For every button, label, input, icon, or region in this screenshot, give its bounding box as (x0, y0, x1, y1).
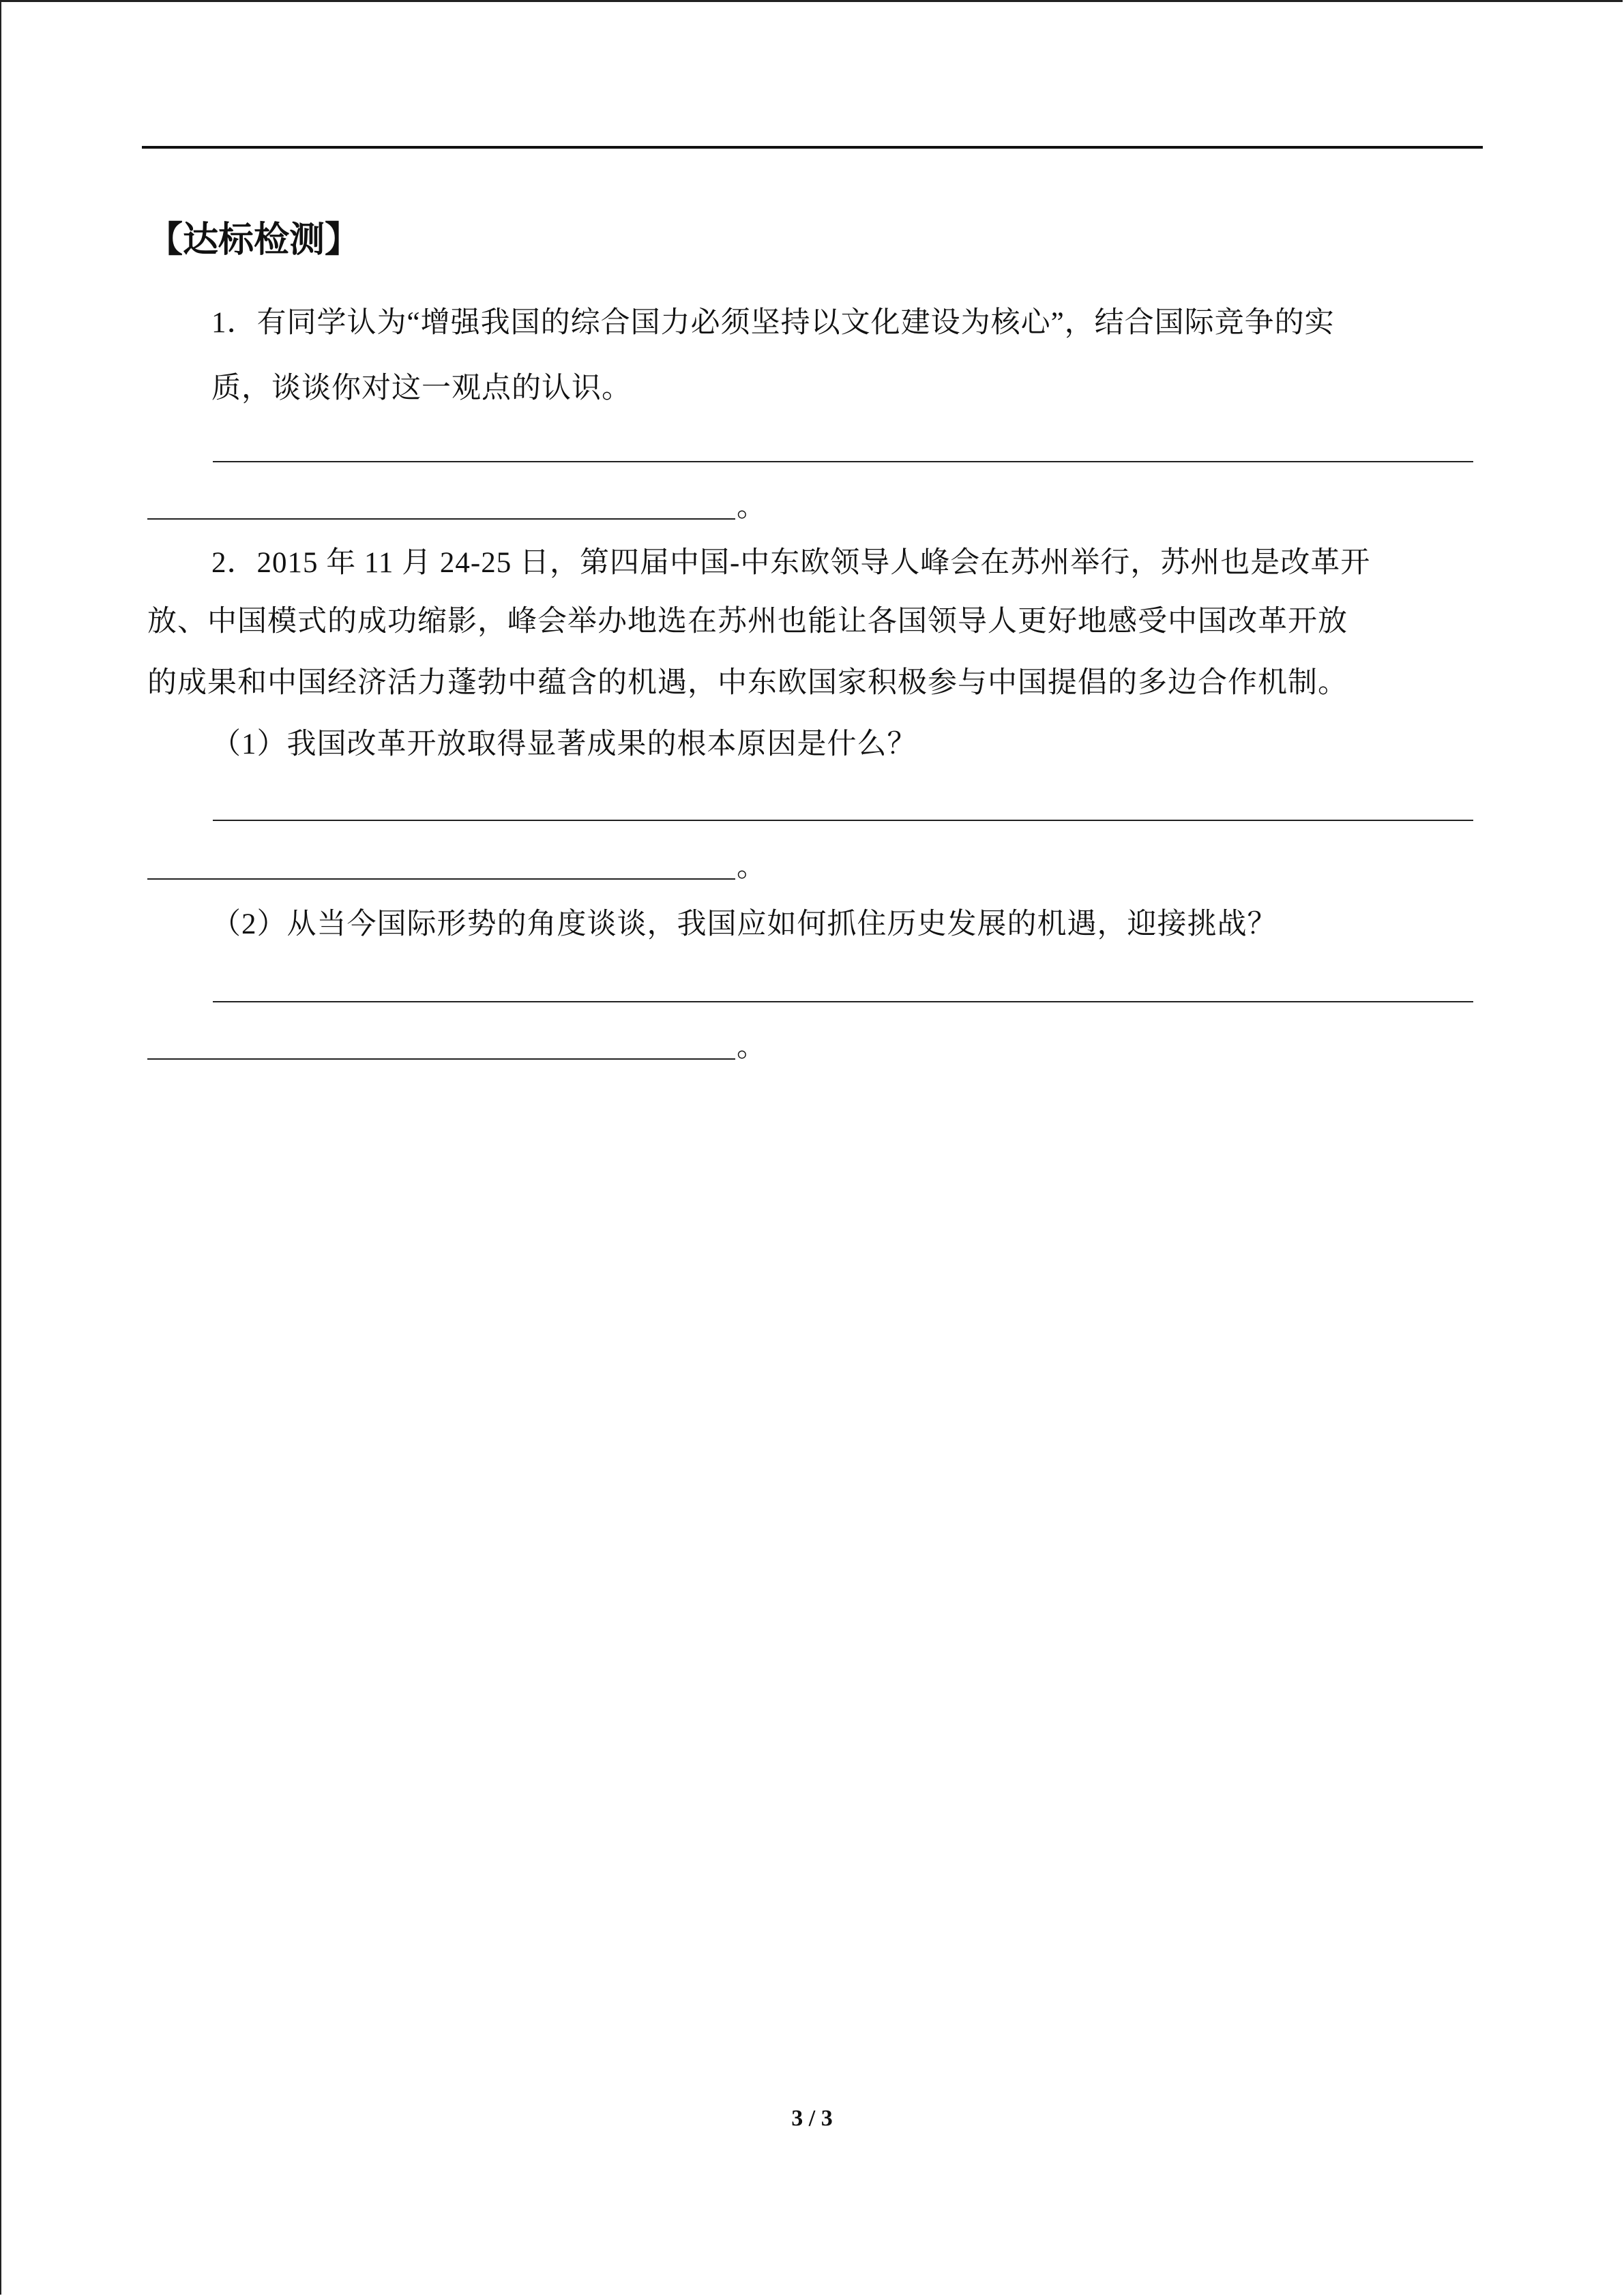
question-2-line-3: 的成果和中国经济活力蓬勃中蕴含的机遇，中东欧国家积极参与中国提倡的多边合作机制。 (147, 667, 1348, 699)
question-1-line-1: 1．有同学认为“增强我国的综合国力必须坚持以文化建设为核心”，结合国际竞争的实 (211, 307, 1335, 339)
question-1-answer-blank-2[interactable] (147, 518, 735, 520)
section-title: 【达标检测】 (147, 220, 361, 260)
question-2-sub-2: （2）从当今国际形势的角度谈谈，我国应如何抓住历史发展的机遇，迎接挑战？ (211, 908, 1278, 940)
question-2-line-2: 放、中国模式的成功缩影，峰会举办地选在苏州也能让各国领导人更好地感受中国改革开放 (147, 606, 1348, 638)
question-2-sub-2-end-mark: 。 (737, 1031, 766, 1063)
question-2-sub-1-end-mark: 。 (737, 851, 766, 883)
question-1-end-mark: 。 (737, 491, 766, 523)
question-2-sub-2-answer-blank-1[interactable] (213, 1001, 1473, 1002)
question-1-line-2: 质，谈谈你对这一观点的认识。 (211, 372, 632, 404)
question-2-sub-2-answer-blank-2[interactable] (147, 1058, 735, 1060)
question-1-answer-blank-1[interactable] (213, 461, 1473, 462)
page-number: 3 / 3 (791, 2106, 833, 2131)
header-rule (142, 146, 1483, 149)
question-2-line-1: 2．2015 年 11 月 24-25 日，第四届中国-中东欧领导人峰会在苏州举行，苏州也是改革开 (211, 547, 1371, 579)
question-2-sub-1-answer-blank-2[interactable] (147, 878, 735, 880)
question-2-sub-1-answer-blank-1[interactable] (213, 820, 1473, 821)
question-2-sub-1: （1）我国改革开放取得显著成果的根本原因是什么？ (211, 728, 917, 760)
